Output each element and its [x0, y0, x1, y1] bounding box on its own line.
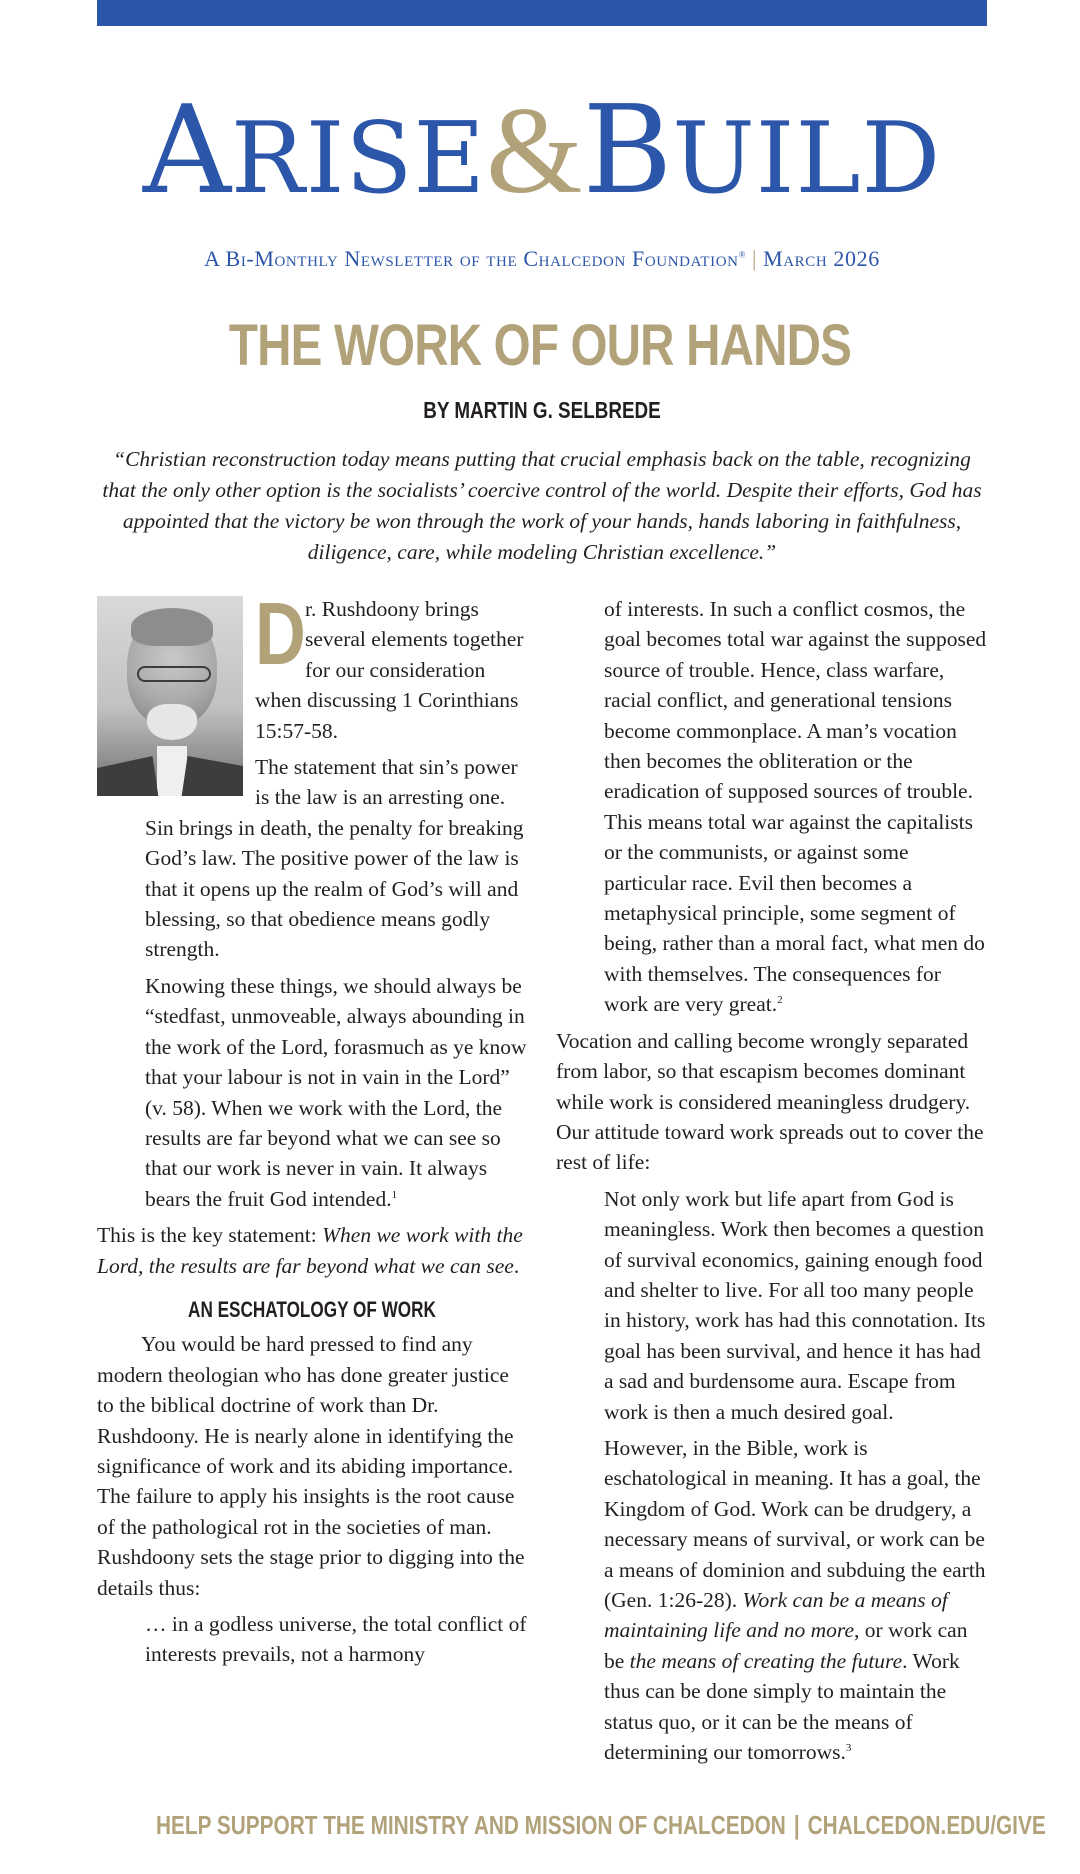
block-quote-conflict: … in a godless universe, the total conflict of interests prevails, not a harmony	[145, 1612, 527, 1667]
eschatological-emphasis-1: Work can be a means of maintaining life and no more	[604, 1588, 948, 1643]
block-quote-meaningless: Not only work but life apart from God is meaningless. Work then becomes a question of survival economics, gaining enough food and shelter to live. For all too many people in history, work has had this connotation. Its goal has been survival, and hence it has had a sad and burdensome aura. Escape from work is then a much desired goal.	[604, 1186, 986, 1424]
block-quote-conflict-cont	[556, 594, 988, 1020]
masthead-word-uild: UILD	[672, 102, 942, 216]
right-column	[556, 594, 988, 1767]
masthead-letter-b: B	[582, 79, 673, 221]
author-photo	[97, 596, 243, 796]
issue-date: March 2026	[763, 246, 880, 271]
block-quote-eschatological	[556, 1433, 988, 1767]
article-title: THE WORK OF OUR HANDS	[228, 313, 852, 378]
footnote-ref-3: 3	[845, 1741, 852, 1754]
footer-support-banner	[156, 1810, 1046, 1841]
masthead-letter-a: A	[142, 79, 231, 221]
registered-mark: ®	[738, 249, 747, 260]
newsletter-subtitle	[97, 246, 987, 272]
masthead-word-rise: RISE	[230, 102, 487, 216]
section-heading: AN ESCHATOLOGY OF WORK	[188, 1296, 436, 1322]
article-byline: BY MARTIN G. SELBREDE	[423, 397, 661, 423]
eschatological-emphasis-2: the means of creating the future	[629, 1648, 903, 1673]
paragraph-intro-text: r. Rushdoony brings several elements together for our consideration when discussing 1 Corinthians 15:57-58.	[255, 597, 524, 743]
footnote-ref-1: 1	[391, 1188, 398, 1201]
footnote-ref-2: 2	[777, 994, 783, 1007]
footer-give-link[interactable]: CHALCEDON.EDU/GIVE	[807, 1810, 1046, 1840]
key-statement-lead: This is the key statement:	[97, 1223, 323, 1248]
paragraph-key-statement	[97, 1220, 527, 1281]
subtitle-separator: |	[752, 246, 758, 271]
footer-separator: |	[793, 1810, 800, 1840]
newsletter-masthead	[97, 79, 987, 221]
paragraph-law-text: The statement that sin’s power is the law is an arresting one. Sin brings in death, the penalty for breaking God’s law. The positive power of the law is that it opens up the realm of God’s will and blessing, so that obedience means godly strength.	[145, 755, 524, 962]
footer-support-text: HELP SUPPORT THE MINISTRY AND MISSION OF CHALCEDON	[156, 1810, 786, 1840]
paragraph-stedfast	[97, 971, 527, 1214]
subtitle-text: A Bi-Monthly Newsletter of the Chalcedon Foundation	[204, 246, 739, 271]
eschatological-text-b: , or work can be	[604, 1618, 968, 1673]
block-quote-conflict-cont-text: of interests. In such a conflict cosmos, the goal becomes total war against the supposed source of trouble. Hence, class warfare, racial conflict, and generational tensions become commonplace. A man’s vocation then becomes the obliteration or the eradication of supposed sources of trouble. This means total war against the capitalists or the communists, or against some particular race. Evil then becomes a metaphysical principle, some segment of being, rather than a moral fact, what men do with themselves. The consequences for work are very great.	[604, 597, 987, 1017]
top-color-bar	[97, 0, 987, 26]
eschatological-text-a: However, in the Bible, work is eschatological in meaning. It has a goal, the Kingdom of God. Work can be drudgery, a necessary means of survival, or work can be a means of dominion and subduing the earth (Gen. 1:26-28).	[604, 1435, 986, 1612]
masthead-ampersand: &	[486, 82, 583, 219]
drop-cap: D	[255, 584, 306, 683]
paragraph-stedfast-text: Knowing these things, we should always be “stedfast, unmoveable, always abounding in the work of the Lord, forasmuch as ye know that your labour is not in vain in the Lord” (v. 58). When we work with the Lord, the results are far beyond what we can see so that our work is never in vain. It always bears the fruit God intended.	[145, 973, 527, 1211]
eschatological-text-c: . Work thus can be done simply to maintain the status quo, or it can be the means of determining our tomorrows.	[604, 1648, 960, 1765]
key-statement-emphasis: When we work with the Lord, the results are far beyond what we can see	[97, 1223, 523, 1278]
paragraph-vocation: Vocation and calling become wrongly separated from labor, so that escapism becomes dominant while work is considered meaningless drudgery. Our attitude toward work spreads out to cover the rest of life:	[556, 1028, 984, 1175]
paragraph-theologian: You would be hard pressed to find any modern theologian who has done greater justice to the biblical doctrine of work than Dr. Rushdoony. He is nearly alone in identifying the significance of work and its abiding importance. The failure to apply his insights is the root cause of the pathological rot in the societies of man. Rushdoony sets the stage prior to digging into the details thus:	[97, 1332, 525, 1600]
pull-quote: “Christian reconstruction today means putting that crucial emphasis back on the table, recognizing that the only other option is the socialists’ coercive control of the world. Despite their efforts, God has appointed that the victory be won through the work of your hands, hands laboring in faithfulness, diligence, care, while modeling Christian excellence.”	[102, 447, 982, 564]
key-statement-end: .	[513, 1253, 520, 1278]
left-column	[97, 584, 527, 1670]
